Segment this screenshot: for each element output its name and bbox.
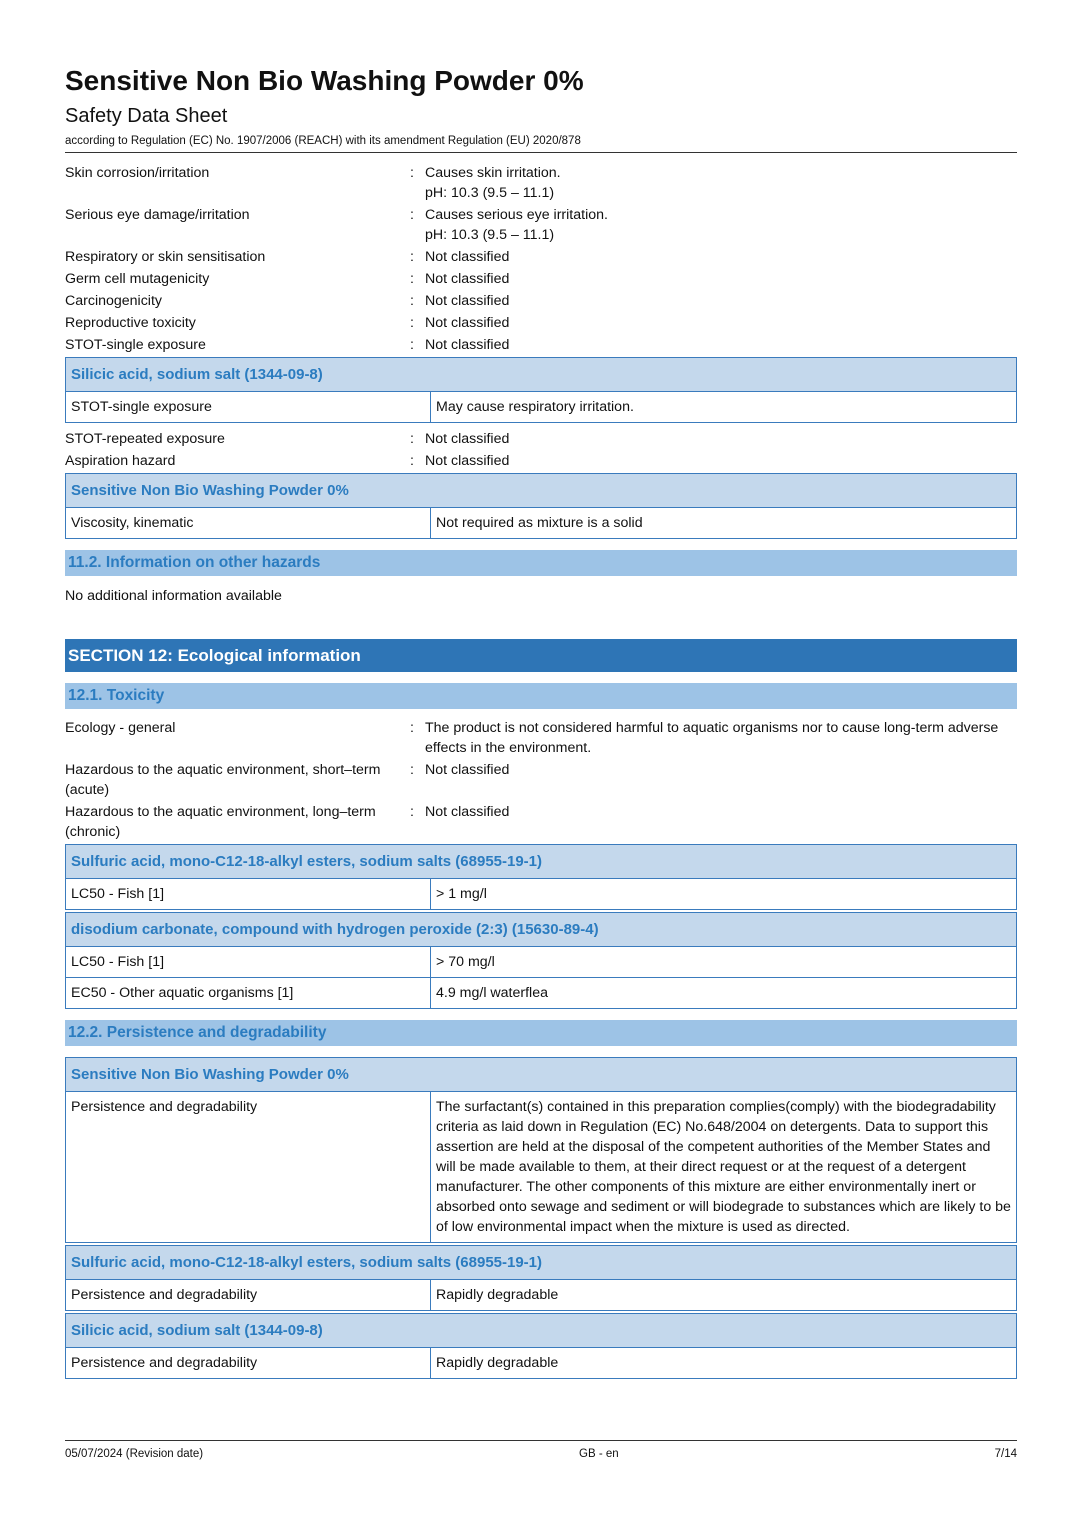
table-cell-value: > 70 mg/l: [436, 954, 495, 970]
property-value: [425, 802, 1017, 842]
table-row: [66, 878, 1016, 909]
toxicity-list-b: [65, 429, 1017, 471]
property-row: [65, 429, 1017, 449]
table-product-viscosity: [65, 473, 1017, 539]
table-row: [66, 1347, 1016, 1378]
property-value-line: Causes serious eye irritation.: [425, 207, 608, 223]
property-label: Ecology - general: [65, 720, 176, 736]
property-value-line: Not classified: [425, 453, 510, 469]
locale: GB - en: [579, 1448, 619, 1460]
property-value-line: The product is not considered harmful to aquatic organisms nor to cause long-term adverse: [425, 720, 999, 736]
table-cell-property: Persistence and degradability: [66, 1348, 431, 1378]
property-value-line: Not classified: [425, 337, 510, 353]
substance-table-title: Sulfuric acid, mono-C12-18-alkyl esters, sodium salts (68955-19-1): [66, 1246, 1016, 1279]
document-title: Sensitive Non Bio Washing Powder 0%: [65, 65, 584, 96]
property-value: [425, 247, 1017, 267]
property-value-line: Not classified: [425, 271, 510, 287]
property-label: Reproductive toxicity: [65, 315, 196, 331]
table-cell-value: Rapidly degradable: [436, 1355, 559, 1371]
property-value-line: Causes skin irritation.: [425, 165, 561, 181]
table-cell-value: May cause respiratory irritation.: [436, 399, 634, 415]
property-row: [65, 163, 1017, 203]
content-flow: [65, 163, 1017, 1379]
property-row: [65, 247, 1017, 267]
toxicity-list-a: [65, 163, 1017, 355]
heading-12-2: 12.2. Persistence and degradability: [65, 1020, 1017, 1046]
property-label: Skin corrosion/irritation: [65, 165, 210, 181]
property-label: STOT-repeated exposure: [65, 431, 225, 447]
property-value-line: pH: 10.3 (9.5 – 11.1): [425, 227, 555, 243]
property-row: [65, 313, 1017, 333]
table-silicic-acid-stot: [65, 357, 1017, 423]
table-cell-property: LC50 - Fish [1]: [66, 879, 431, 909]
table-cell-property: Persistence and degradability: [66, 1280, 431, 1310]
substance-table: [65, 1057, 1017, 1243]
property-row: [65, 802, 1017, 842]
table-cell-property: Persistence and degradability: [66, 1092, 431, 1242]
colon-separator: :: [410, 337, 414, 353]
property-label: Germ cell mutagenicity: [65, 271, 210, 287]
property-value: [425, 718, 1017, 758]
substance-table: [65, 473, 1017, 539]
table-row: [66, 977, 1016, 1008]
colon-separator: :: [410, 431, 414, 447]
property-row: [65, 335, 1017, 355]
substance-table-title: Sensitive Non Bio Washing Powder 0%: [66, 474, 1016, 507]
footer: [65, 1446, 1017, 1462]
property-value-line: Not classified: [425, 293, 510, 309]
property-label: Hazardous to the aquatic environment, short–term (acute): [65, 762, 381, 798]
other-hazards-text: No additional information available: [65, 588, 282, 604]
property-label: Hazardous to the aquatic environment, long–term (chronic): [65, 804, 376, 840]
property-value: [425, 205, 1017, 245]
property-value: [425, 313, 1017, 333]
heading-11-2: 11.2. Information on other hazards: [65, 550, 1017, 576]
substance-table-title: disodium carbonate, compound with hydrogen peroxide (2:3) (15630-89-4): [66, 913, 1016, 946]
colon-separator: :: [410, 720, 414, 736]
colon-separator: :: [410, 271, 414, 287]
property-row: [65, 269, 1017, 289]
page-number: 7/14: [994, 1448, 1017, 1460]
table-row: [66, 1279, 1016, 1310]
property-value-line: effects in the environment.: [425, 740, 592, 756]
property-row: [65, 718, 1017, 758]
property-row: [65, 205, 1017, 245]
property-value: [425, 760, 1017, 800]
property-value: [425, 335, 1017, 355]
property-label: Aspiration hazard: [65, 453, 176, 469]
table-cell-value: Rapidly degradable: [436, 1287, 559, 1303]
table-product-persistence: [65, 1057, 1017, 1243]
table-row: [66, 507, 1016, 538]
table-sulfuric-persistence: [65, 1245, 1017, 1311]
colon-separator: :: [410, 453, 414, 469]
property-value: [425, 429, 1017, 449]
substance-table: [65, 912, 1017, 1009]
colon-separator: :: [410, 762, 414, 778]
substance-table: [65, 844, 1017, 910]
regulation-line: according to Regulation (EC) No. 1907/2006 (REACH) with its amendment Regulation (EU) 2020/878: [65, 135, 581, 147]
substance-table-title: Silicic acid, sodium salt (1344-09-8): [66, 1314, 1016, 1347]
property-label: STOT-single exposure: [65, 337, 206, 353]
property-label: Respiratory or skin sensitisation: [65, 249, 266, 265]
colon-separator: :: [410, 293, 414, 309]
table-sulfuric-toxicity: [65, 844, 1017, 910]
property-row: [65, 291, 1017, 311]
substance-table-title: Sensitive Non Bio Washing Powder 0%: [66, 1058, 1016, 1091]
property-value-line: Not classified: [425, 431, 510, 447]
colon-separator: :: [410, 804, 414, 820]
document-subtitle: Safety Data Sheet: [65, 105, 228, 127]
colon-separator: :: [410, 165, 414, 181]
table-cell-value: 4.9 mg/l waterflea: [436, 985, 548, 1001]
substance-table: [65, 1245, 1017, 1311]
heading-12-1: 12.1. Toxicity: [65, 683, 1017, 709]
substance-table-title: Silicic acid, sodium salt (1344-09-8): [66, 358, 1016, 391]
table-cell-property: STOT-single exposure: [66, 392, 431, 422]
table-disodium-toxicity: [65, 912, 1017, 1009]
property-row: [65, 451, 1017, 471]
table-cell-property: LC50 - Fish [1]: [66, 947, 431, 977]
revision-date: 05/07/2024 (Revision date): [65, 1448, 204, 1460]
table-cell-property: Viscosity, kinematic: [66, 508, 431, 538]
property-row: [65, 760, 1017, 800]
substance-table: [65, 1313, 1017, 1379]
footer-rule: [65, 1440, 1017, 1441]
section-12-heading: SECTION 12: Ecological information: [65, 639, 1017, 672]
substance-table: [65, 357, 1017, 423]
header-rule: [65, 152, 1017, 153]
table-row: [66, 946, 1016, 977]
colon-separator: :: [410, 207, 414, 223]
table-row: [66, 1091, 1016, 1242]
property-value-line: Not classified: [425, 762, 510, 778]
property-value: [425, 291, 1017, 311]
colon-separator: :: [410, 249, 414, 265]
table-cell-value: > 1 mg/l: [436, 886, 487, 902]
property-value: [425, 269, 1017, 289]
ecology-list: [65, 718, 1017, 842]
property-value-line: Not classified: [425, 249, 510, 265]
property-label: Carcinogenicity: [65, 293, 162, 309]
property-value-line: Not classified: [425, 315, 510, 331]
property-value-line: pH: 10.3 (9.5 – 11.1): [425, 185, 555, 201]
property-value: [425, 451, 1017, 471]
table-cell-property: EC50 - Other aquatic organisms [1]: [66, 978, 431, 1008]
table-silicic-persistence: [65, 1313, 1017, 1379]
property-value: [425, 163, 1017, 203]
substance-table-title: Sulfuric acid, mono-C12-18-alkyl esters, sodium salts (68955-19-1): [66, 845, 1016, 878]
property-label: Serious eye damage/irritation: [65, 207, 250, 223]
table-row: [66, 391, 1016, 422]
table-cell-value: Not required as mixture is a solid: [436, 515, 643, 531]
colon-separator: :: [410, 315, 414, 331]
property-value-line: Not classified: [425, 804, 510, 820]
table-cell-value: The surfactant(s) contained in this preparation complies(comply) with the biodegradability criteria as laid down in Regulation (EC) No.648/2004 on detergents. Data to support this assertion are held at the disposal of the competent authorities of the Member States and will be made available to them, at their direct request or at the request of a detergent manufacturer. The other components of this mixture are either environmentally inert or absorbed onto sewage and sediment or will biodegrade to substances which are likely to be of low environmental impact when the mixture is used as directed.: [436, 1099, 1011, 1235]
